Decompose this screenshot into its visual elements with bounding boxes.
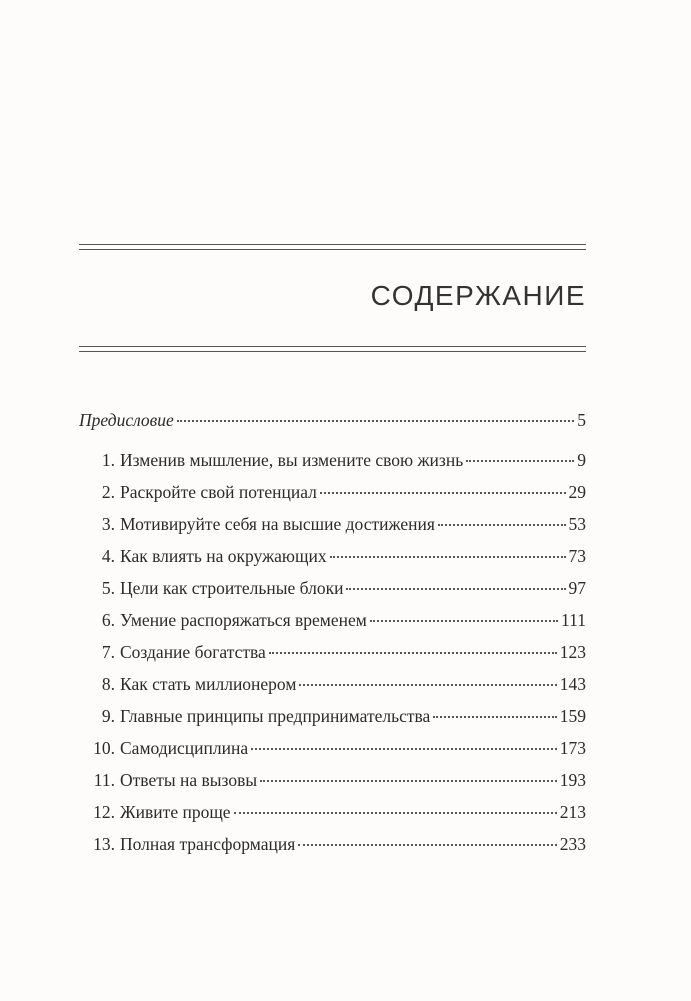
toc-entry[interactable] [79, 450, 586, 482]
toc-entry-number: 7. [101, 642, 115, 662]
toc-entry-page: 29 [568, 482, 586, 502]
toc-entry-page: 5 [577, 410, 586, 430]
toc-entry-page: 159 [559, 706, 586, 726]
toc-entry[interactable] [79, 610, 586, 642]
toc-entry-page: 123 [559, 642, 586, 662]
toc-entry-page: 173 [559, 738, 586, 758]
toc-entry[interactable] [79, 578, 586, 610]
toc-entry-page: 9 [577, 450, 586, 470]
toc-entry-label: Создание богатства [120, 642, 266, 662]
toc-entry-label: Как влиять на окружающих [120, 546, 327, 566]
dot-leader [438, 524, 566, 526]
toc-entry-preface[interactable] [79, 410, 586, 450]
toc-entry[interactable] [79, 738, 586, 770]
toc-entry-number: 5. [101, 578, 115, 598]
dot-leader [370, 620, 558, 622]
dot-leader [346, 588, 565, 590]
toc-entry-number: 1. [101, 450, 115, 470]
toc-entry-page: 233 [559, 834, 586, 854]
toc-entry[interactable] [79, 834, 586, 866]
toc-entry-label: Полная трансформация [120, 834, 296, 854]
toc-entry-label: Предисловие [79, 410, 174, 430]
toc-entry[interactable] [79, 546, 586, 578]
toc-entry-number: 9. [101, 706, 115, 726]
bottom-double-rule [79, 346, 586, 352]
toc-entry-label: Изменив мышление, вы измените свою жизнь [120, 450, 464, 470]
toc-entry-label: Ответы на вызовы [120, 770, 258, 790]
dot-leader [466, 460, 574, 462]
toc-entry-number: 12. [93, 802, 115, 822]
toc-entry-number: 3. [101, 514, 115, 534]
toc-entry[interactable] [79, 674, 586, 706]
dot-leader [269, 652, 557, 654]
toc-entry-page: 193 [559, 770, 586, 790]
toc-entry-page: 213 [559, 802, 586, 822]
toc-entry[interactable] [79, 770, 586, 802]
dot-leader [299, 684, 556, 686]
dot-leader [177, 420, 574, 422]
toc-entry[interactable] [79, 642, 586, 674]
toc-entry-number: 11. [93, 770, 115, 790]
toc-entry[interactable] [79, 482, 586, 514]
dot-leader [298, 844, 557, 846]
toc-entry-label: Мотивируйте себя на высшие достижения [120, 514, 435, 534]
table-of-contents [79, 410, 586, 866]
dot-leader [251, 748, 557, 750]
toc-entry-page: 73 [568, 546, 586, 566]
toc-entry-label: Самодисциплина [120, 738, 249, 758]
toc-entry-page: 97 [568, 578, 586, 598]
toc-entry-number: 6. [101, 610, 115, 630]
dot-leader [320, 492, 566, 494]
toc-entry-label: Умение распоряжаться временем [120, 610, 367, 630]
toc-entry-number: 4. [101, 546, 115, 566]
toc-entry-number: 10. [93, 738, 115, 758]
page-title: СОДЕРЖАНИЕ [370, 280, 586, 311]
toc-entry-label: Как стать миллионером [120, 674, 297, 694]
dot-leader [330, 556, 566, 558]
toc-entry[interactable] [79, 514, 586, 546]
toc-entry[interactable] [79, 706, 586, 738]
toc-entry-page: 111 [561, 610, 586, 630]
toc-entry-label: Живите проще [120, 802, 231, 822]
toc-entry-page: 143 [559, 674, 586, 694]
toc-entry-page: 53 [568, 514, 586, 534]
dot-leader [433, 716, 556, 718]
dot-leader [260, 780, 557, 782]
toc-entry[interactable] [79, 802, 586, 834]
toc-entry-label: Главные принципы предпринимательства [120, 706, 431, 726]
toc-entry-label: Цели как строительные блоки [120, 578, 344, 598]
toc-entry-number: 8. [101, 674, 115, 694]
dot-leader [234, 812, 557, 814]
toc-entry-number: 13. [93, 834, 115, 854]
top-double-rule [79, 244, 586, 250]
toc-entry-label: Раскройте свой потенциал [120, 482, 317, 502]
toc-entry-number: 2. [101, 482, 115, 502]
